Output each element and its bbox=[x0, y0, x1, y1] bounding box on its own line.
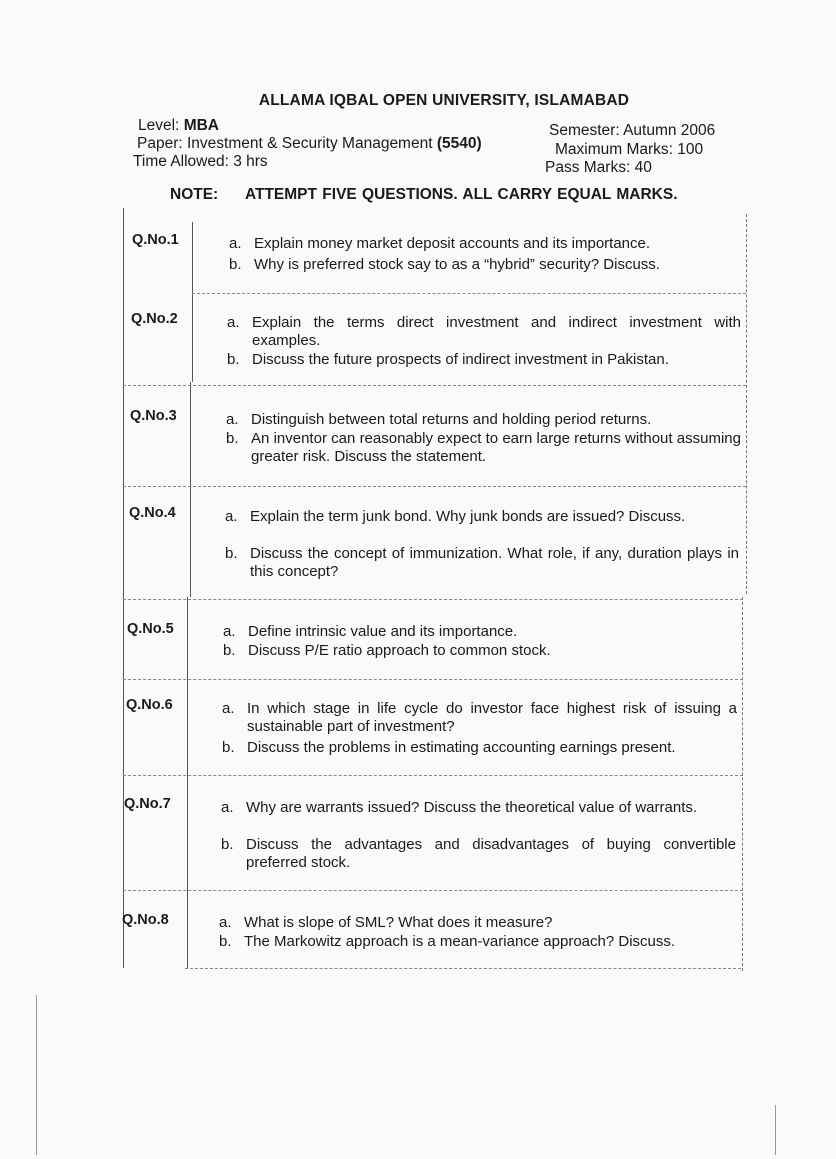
semester: Semester: Autumn 2006 bbox=[549, 122, 716, 139]
item-text: Discuss P/E ratio approach to common stock. bbox=[248, 642, 551, 659]
question-number: Q.No.7 bbox=[124, 796, 171, 812]
row-divider bbox=[192, 293, 746, 294]
item-letter: a. bbox=[225, 508, 238, 525]
row-divider bbox=[123, 890, 743, 891]
item-letter: b. bbox=[225, 545, 238, 562]
grid-column-divider bbox=[190, 382, 191, 597]
note-text: ATTEMPT FIVE QUESTIONS. ALL CARRY EQUAL MARKS. bbox=[244, 186, 678, 203]
level-label: Level: bbox=[138, 117, 180, 134]
item-letter: b. bbox=[221, 836, 234, 853]
row-divider bbox=[185, 968, 741, 969]
grid-column-divider bbox=[192, 222, 193, 382]
grid-right-border bbox=[746, 214, 747, 594]
question-item bbox=[226, 430, 741, 466]
row-divider bbox=[123, 679, 743, 680]
question-item bbox=[222, 700, 737, 736]
item-letter: a. bbox=[219, 914, 232, 931]
item-letter: b. bbox=[222, 739, 235, 756]
time-allowed: Time Allowed: 3 hrs bbox=[133, 153, 268, 170]
question-number: Q.No.8 bbox=[122, 912, 169, 928]
note-label: NOTE: bbox=[170, 186, 219, 203]
item-text: Explain money market deposit accounts and its importance. bbox=[254, 235, 651, 252]
question-item bbox=[225, 545, 739, 581]
question-item bbox=[225, 508, 739, 526]
question-number: Q.No.1 bbox=[132, 232, 179, 248]
item-text: Why are warrants issued? Discuss the theoretical value of warrants. bbox=[246, 799, 698, 816]
item-text: Distinguish between total returns and holding period returns. bbox=[251, 411, 652, 428]
grid-column-divider bbox=[187, 597, 188, 969]
pass-marks: Pass Marks: 40 bbox=[545, 159, 652, 176]
question-item bbox=[227, 351, 741, 369]
question-number: Q.No.5 bbox=[127, 621, 174, 637]
row-divider bbox=[123, 486, 746, 487]
item-letter: a. bbox=[222, 700, 235, 717]
item-text: An inventor can reasonably expect to earn large returns without assuming greater risk. Discuss the statement. bbox=[251, 430, 741, 465]
paper-value: Investment & Security Management bbox=[186, 135, 433, 152]
item-text: In which stage in life cycle do investor face highest risk of issuing a sustainable part of investment? bbox=[247, 700, 737, 735]
item-letter: b. bbox=[226, 430, 239, 447]
level-value: MBA bbox=[183, 117, 219, 134]
item-text: Discuss the problems in estimating accounting earnings present. bbox=[247, 739, 676, 756]
max-marks: Maximum Marks: 100 bbox=[555, 140, 704, 158]
question-number: Q.No.6 bbox=[126, 697, 173, 713]
item-letter: a. bbox=[229, 235, 242, 252]
item-text: Discuss the advantages and disadvantages of buying convertible preferred stock. bbox=[246, 836, 736, 871]
question-number: Q.No.4 bbox=[129, 505, 176, 521]
question-item bbox=[219, 933, 734, 951]
scan-edge-mark bbox=[36, 995, 37, 1155]
question-item bbox=[226, 411, 741, 429]
item-text: Explain the terms direct investment and indirect investment with examples. bbox=[252, 314, 741, 349]
question-item bbox=[229, 235, 734, 253]
question-item bbox=[223, 642, 738, 660]
question-number: Q.No.2 bbox=[131, 311, 178, 327]
paper-code: (5540) bbox=[436, 135, 482, 152]
grid-right-border bbox=[742, 597, 743, 971]
item-letter: b. bbox=[227, 351, 240, 368]
item-text: What is slope of SML? What does it measure? bbox=[244, 914, 553, 931]
question-item bbox=[221, 836, 736, 872]
item-letter: a. bbox=[223, 623, 236, 640]
item-letter: b. bbox=[229, 256, 242, 273]
item-text: Why is preferred stock say to as a “hybrid” security? Discuss. bbox=[254, 256, 660, 273]
item-letter: b. bbox=[223, 642, 236, 659]
question-item bbox=[229, 256, 734, 274]
item-letter: a. bbox=[227, 314, 240, 331]
scan-edge-mark bbox=[775, 1105, 776, 1155]
item-text: Discuss the future prospects of indirect investment in Pakistan. bbox=[252, 351, 669, 368]
grid-left-border bbox=[123, 208, 124, 968]
row-divider bbox=[123, 599, 743, 600]
row-divider bbox=[123, 385, 746, 386]
question-item bbox=[219, 914, 734, 932]
item-text: Define intrinsic value and its importance. bbox=[248, 623, 518, 640]
question-item bbox=[221, 799, 736, 817]
question-number: Q.No.3 bbox=[130, 408, 177, 424]
question-item bbox=[227, 314, 741, 350]
item-letter: b. bbox=[219, 933, 232, 950]
row-divider bbox=[123, 775, 743, 776]
question-item bbox=[223, 623, 738, 641]
university-title: ALLAMA IQBAL OPEN UNIVERSITY, ISLAMABAD bbox=[258, 92, 630, 109]
item-letter: a. bbox=[226, 411, 239, 428]
paper-label: Paper: bbox=[137, 135, 183, 152]
item-text: The Markowitz approach is a mean-variance approach? Discuss. bbox=[244, 933, 676, 950]
item-text: Discuss the concept of immunization. What role, if any, duration plays in this concept? bbox=[250, 545, 739, 580]
question-item bbox=[222, 739, 737, 757]
item-letter: a. bbox=[221, 799, 234, 816]
item-text: Explain the term junk bond. Why junk bonds are issued? Discuss. bbox=[250, 508, 686, 525]
